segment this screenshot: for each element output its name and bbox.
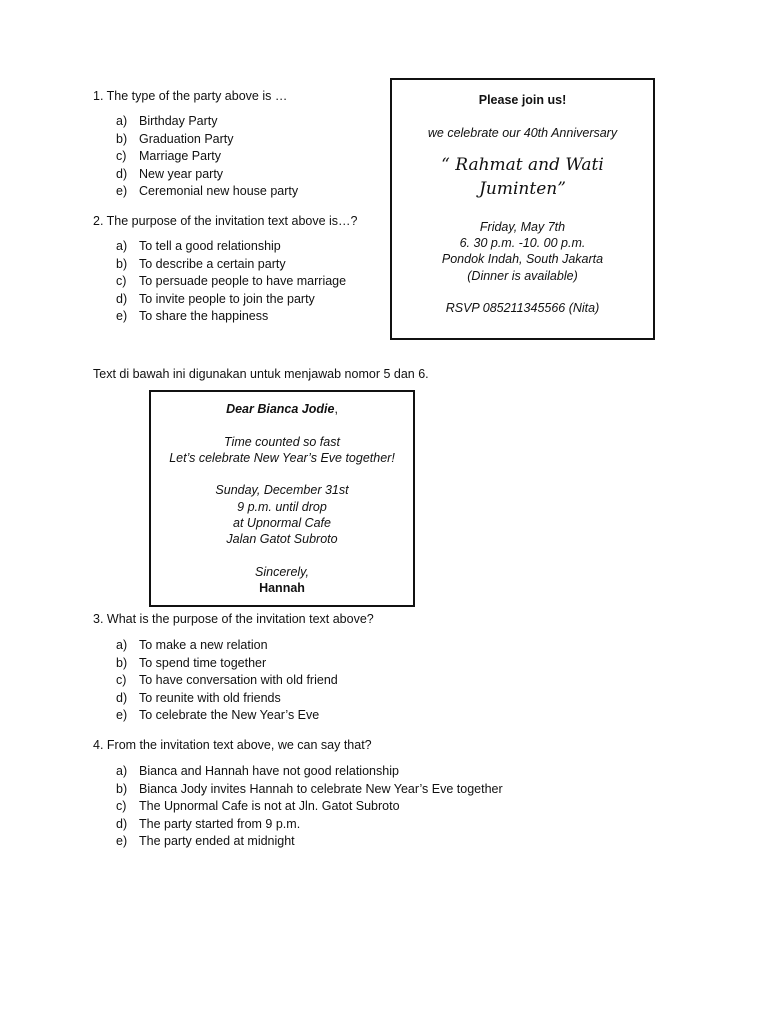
invitation-time: 6. 30 p.m. -10. 00 p.m. bbox=[459, 236, 586, 251]
invitation-line: Let’s celebrate New Year’s Eve together! bbox=[169, 450, 395, 465]
option: d) To invite people to join the party bbox=[116, 291, 315, 306]
option: b) To spend time together bbox=[116, 655, 267, 670]
invitation-names-line2: Juminten” bbox=[479, 178, 566, 199]
option: b) Bianca Jody invites Hannah to celebrate New Year’s Eve together bbox=[116, 781, 503, 796]
greeting: Dear Bianca Jodie, bbox=[226, 402, 338, 416]
question-4-title: 4. From the invitation text above, we can say that? bbox=[93, 738, 372, 752]
option: a) Bianca and Hannah have not good relationship bbox=[116, 764, 399, 778]
question-1-title: 1. The type of the party above is … bbox=[93, 89, 288, 103]
option: e) The party ended at midnight bbox=[116, 834, 295, 849]
question-2-options bbox=[116, 238, 346, 326]
question-1-options bbox=[116, 113, 298, 201]
option: d) To reunite with old friends bbox=[116, 690, 281, 705]
invitation-time: 9 p.m. until drop bbox=[237, 499, 327, 514]
option: b) To describe a certain party bbox=[116, 256, 286, 271]
option: c) To persuade people to have marriage bbox=[116, 274, 347, 289]
invitation-anniversary-box bbox=[390, 78, 655, 340]
option: a) Birthday Party bbox=[116, 114, 218, 128]
option: b) Graduation Party bbox=[116, 131, 234, 146]
instruction-text: Text di bawah ini digunakan untuk menjawab nomor 5 dan 6. bbox=[93, 367, 429, 381]
option: c) To have conversation with old friend bbox=[116, 673, 338, 688]
question-4-options bbox=[116, 763, 503, 851]
question-2-title: 2. The purpose of the invitation text above is…? bbox=[93, 214, 358, 228]
invitation-place: at Upnormal Cafe bbox=[233, 516, 331, 531]
invitation-date: Friday, May 7th bbox=[479, 219, 566, 234]
question-3-title: 3. What is the purpose of the invitation text above? bbox=[93, 612, 374, 626]
option: c) The Upnormal Cafe is not at Jln. Gatot Subroto bbox=[116, 799, 400, 814]
invitation-line: Time counted so fast bbox=[224, 434, 340, 449]
invitation-street: Jalan Gatot Subroto bbox=[226, 532, 338, 547]
option: e) Ceremonial new house party bbox=[116, 184, 299, 199]
option: a) To tell a good relationship bbox=[116, 239, 281, 253]
invitation-new-year-box bbox=[149, 390, 415, 607]
invitation-rsvp: RSVP 085211345566 (Nita) bbox=[445, 301, 600, 316]
invitation-line: we celebrate our 40th Anniversary bbox=[427, 125, 618, 140]
closing: Sincerely, bbox=[255, 564, 309, 579]
option: a) To make a new relation bbox=[116, 638, 268, 652]
option: d) The party started from 9 p.m. bbox=[116, 816, 301, 831]
invitation-names-line1: “ Rahmat and Wati bbox=[441, 154, 604, 175]
question-3-options bbox=[116, 637, 338, 725]
signature: Hannah bbox=[259, 581, 305, 596]
invitation-note: (Dinner is available) bbox=[467, 268, 578, 283]
invitation-heading: Please join us! bbox=[478, 93, 567, 107]
invitation-date: Sunday, December 31st bbox=[215, 483, 349, 498]
option: c) Marriage Party bbox=[116, 149, 221, 164]
option: e) To share the happiness bbox=[116, 309, 269, 324]
invitation-place: Pondok Indah, South Jakarta bbox=[441, 252, 604, 267]
option: e) To celebrate the New Year’s Eve bbox=[116, 708, 320, 723]
option: d) New year party bbox=[116, 166, 224, 181]
